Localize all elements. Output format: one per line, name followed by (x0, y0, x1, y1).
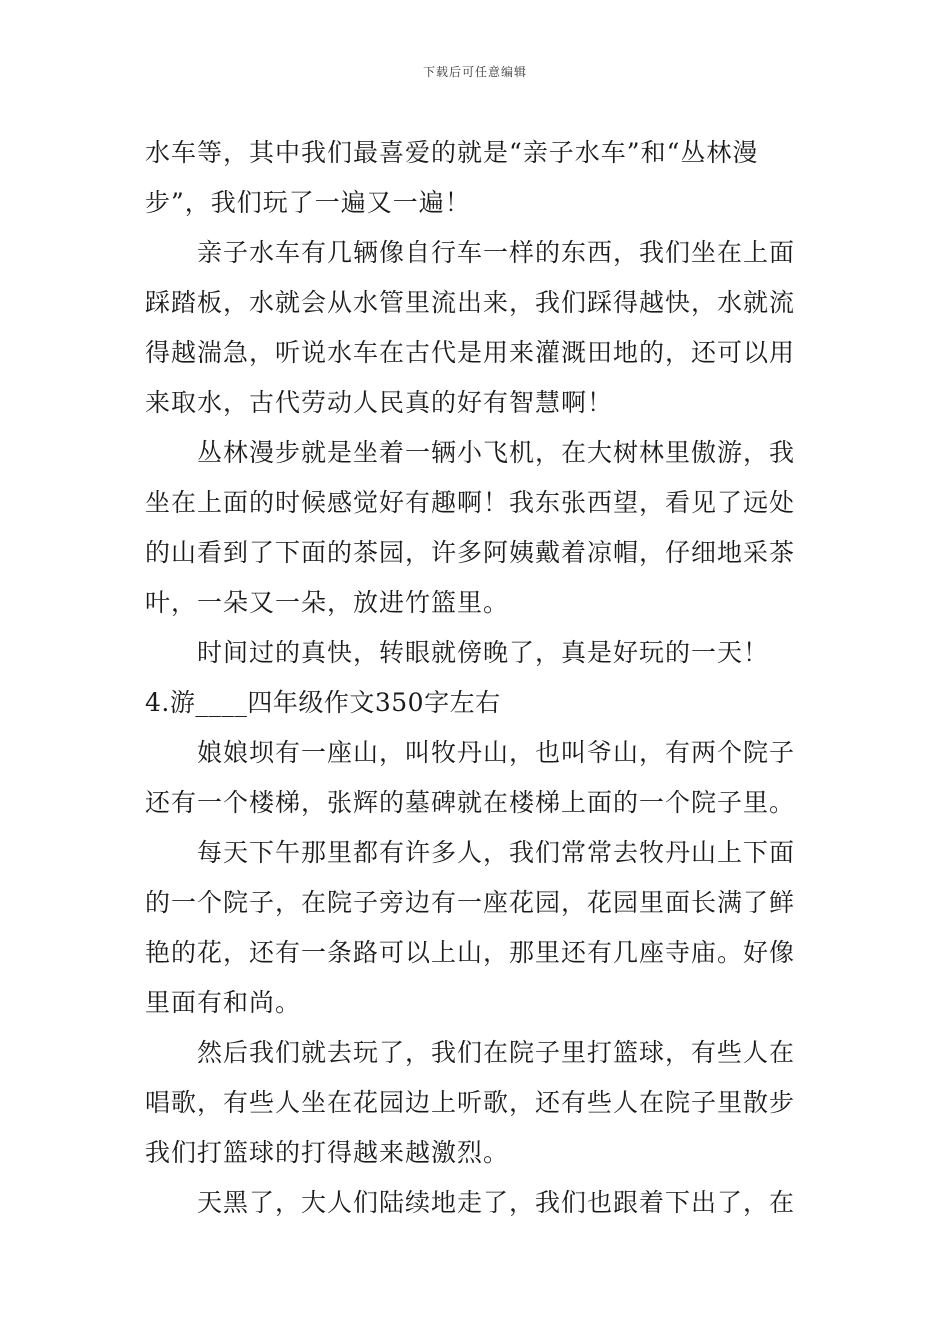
text-line: 叶，一朵又一朵，放进竹篮里。 (145, 588, 510, 617)
text-line: 的山看到了下面的茶园，许多阿姨戴着凉帽，仔细地采茶 (145, 538, 796, 567)
text-line: 的一个院子，在院子旁边有一座花园，花园里面长满了鲜 (145, 888, 796, 917)
text-line: 艳的花，还有一条路可以上山，那里还有几座寺庙。好像 (145, 938, 796, 967)
text-line: 水车等，其中我们最喜爱的就是“亲子水车”和“丛林漫 (145, 138, 759, 167)
section-heading: 4.游____四年级作文350字左右 (145, 688, 501, 717)
text-line: 得越湍急，听说水车在古代是用来灌溉田地的，还可以用 (145, 338, 796, 367)
text-line: 我们打篮球的打得越来越激烈。 (145, 1138, 510, 1167)
text-line: 每天下午那里都有许多人，我们常常去牧丹山上下面 (197, 838, 796, 867)
text-line: 还有一个楼梯，张辉的墓碑就在楼梯上面的一个院子里。 (145, 788, 796, 817)
document-body (145, 128, 810, 1228)
text-line: 娘娘坝有一座山，叫牧丹山，也叫爷山，有两个院子 (197, 738, 796, 767)
text-line: 唱歌，有些人坐在花园边上听歌，还有些人在院子里散步 (145, 1088, 796, 1117)
text-line: 丛林漫步就是坐着一辆小飞机，在大树林里傲游，我 (197, 438, 796, 467)
text-line: 天黑了，大人们陆续地走了，我们也跟着下出了，在 (197, 1188, 796, 1217)
text-line: 然后我们就去玩了，我们在院子里打篮球，有些人在 (197, 1038, 796, 1067)
page-header: 下载后可任意编辑 (422, 65, 527, 79)
text-line: 来取水，古代劳动人民真的好有智慧啊！ (145, 388, 614, 417)
text-line: 时间过的真快，转眼就傍晚了，真是好玩的一天！ (197, 638, 770, 667)
text-line: 亲子水车有几辆像自行车一样的东西，我们坐在上面 (197, 238, 796, 267)
text-line: 里面有和尚。 (145, 988, 302, 1017)
text-line: 坐在上面的时候感觉好有趣啊！我东张西望，看见了远处 (145, 488, 796, 517)
text-line: 踩踏板，水就会从水管里流出来，我们踩得越快，水就流 (145, 288, 796, 317)
text-line: 步”，我们玩了一遍又一遍！ (145, 188, 471, 217)
